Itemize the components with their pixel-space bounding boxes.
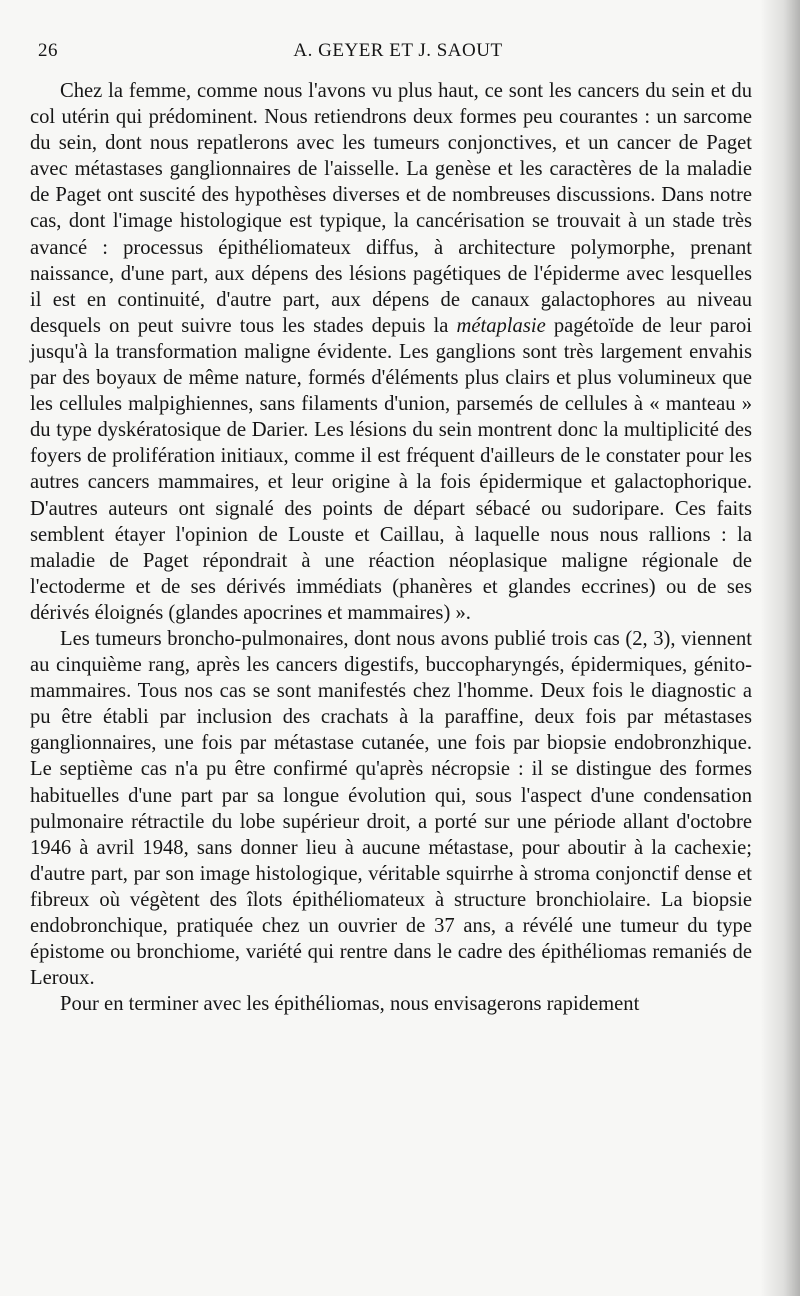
page-edge-shadow <box>760 0 800 1296</box>
paragraph: Chez la femme, comme nous l'avons vu plus haut, ce sont les cancers du sein et du col utérin qui prédominent. Nous retiendrons deux formes peu courantes : un sarcome du sein, dont nous repatlerons avec les tumeurs conjonctives, et un cancer de Paget avec métastases ganglionnaires de l'aisselle. La genèse et les caractères de la maladie de Paget ont suscité des hypothèses diverses et de nombreuses discussions. Dans notre cas, dont l'image histologique est typique, la cancérisation se trouvait à un stade très avancé : processus épithéliomateux diffus, à architecture polymorphe, prenant naissance, d'une part, aux dépens des lésions pagétiques de l'épiderme avec lesquelles il est en continuité, d'autre part, aux dépens de canaux galactophores au niveau desquels on peut suivre tous les stades depuis la métaplasie pagétoïde de leur paroi jusqu'à la transformation maligne évidente. Les ganglions sont très largement envahis par des boyaux de même nature, formés d'éléments plus clairs et plus volumineux que les cellules malpighiennes, sans filaments d'union, parsemés de cellules à « manteau » du type dyskératosique de Darier. Les lésions du sein montrent donc la multiplicité des foyers de prolifération initiaux, comme il est fréquent d'ailleurs de le constater pour les autres cancers mammaires, et leur origine à la fois épidermique et galactophorique. D'autres auteurs ont signalé des points de départ sébacé ou sudoripare. Ces faits semblent étayer l'opinion de Louste et Caillau, à laquelle nous nous rallions : la maladie de Paget répondrait à une réaction néoplasique maligne régionale de l'ectoderme et de ses dérivés immédiats (phanères et glandes eccrines) ou de ses dérivés éloignés (glandes apocrines et mammaires) ». <box>30 80 752 624</box>
running-head: A. GEYER ET J. SAOUT <box>293 40 503 61</box>
paragraph: Les tumeurs broncho-pulmonaires, dont nous avons publié trois cas (2, 3), viennent au cinquième rang, après les cancers digestifs, buccopharyngés, épidermiques, génito-mammaires. Tous nos cas se sont manifestés chez l'homme. Deux fois le diagnostic a pu être établi par inclusion des crachats à la paraffine, deux fois par métastases ganglionnaires, une fois par métastase cutanée, une fois par biopsie endobronzhique. Le septième cas n'a pu être confirmé qu'après nécropsie : il se distingue des formes habituelles d'une part par sa longue évolution qui, sous l'aspect d'une condensation pulmonaire rétractile du lobe supérieur droit, a porté sur une période allant d'octobre 1946 à avril 1948, sans donner lieu à aucune métastase, pour aboutir à la cachexie; d'autre part, par son image histologique, véritable squirrhe à stroma conjonctif dense et fibreux où végètent des îlots épithéliomateux à structure bronchiolaire. La biopsie endobronchique, pratiquée chez un ouvrier de 37 ans, a révélé une tumeur du type épistome ou bronchiome, variété qui rentre dans le cadre des épithéliomas remaniés de Leroux. <box>30 627 752 990</box>
body-text <box>30 78 752 1017</box>
page-number: 26 <box>38 40 58 61</box>
paragraph: Pour en terminer avec les épithéliomas, nous envisagerons rapidement <box>60 993 640 1016</box>
italic-term: métaplasie <box>456 314 546 337</box>
page-header <box>38 40 758 68</box>
